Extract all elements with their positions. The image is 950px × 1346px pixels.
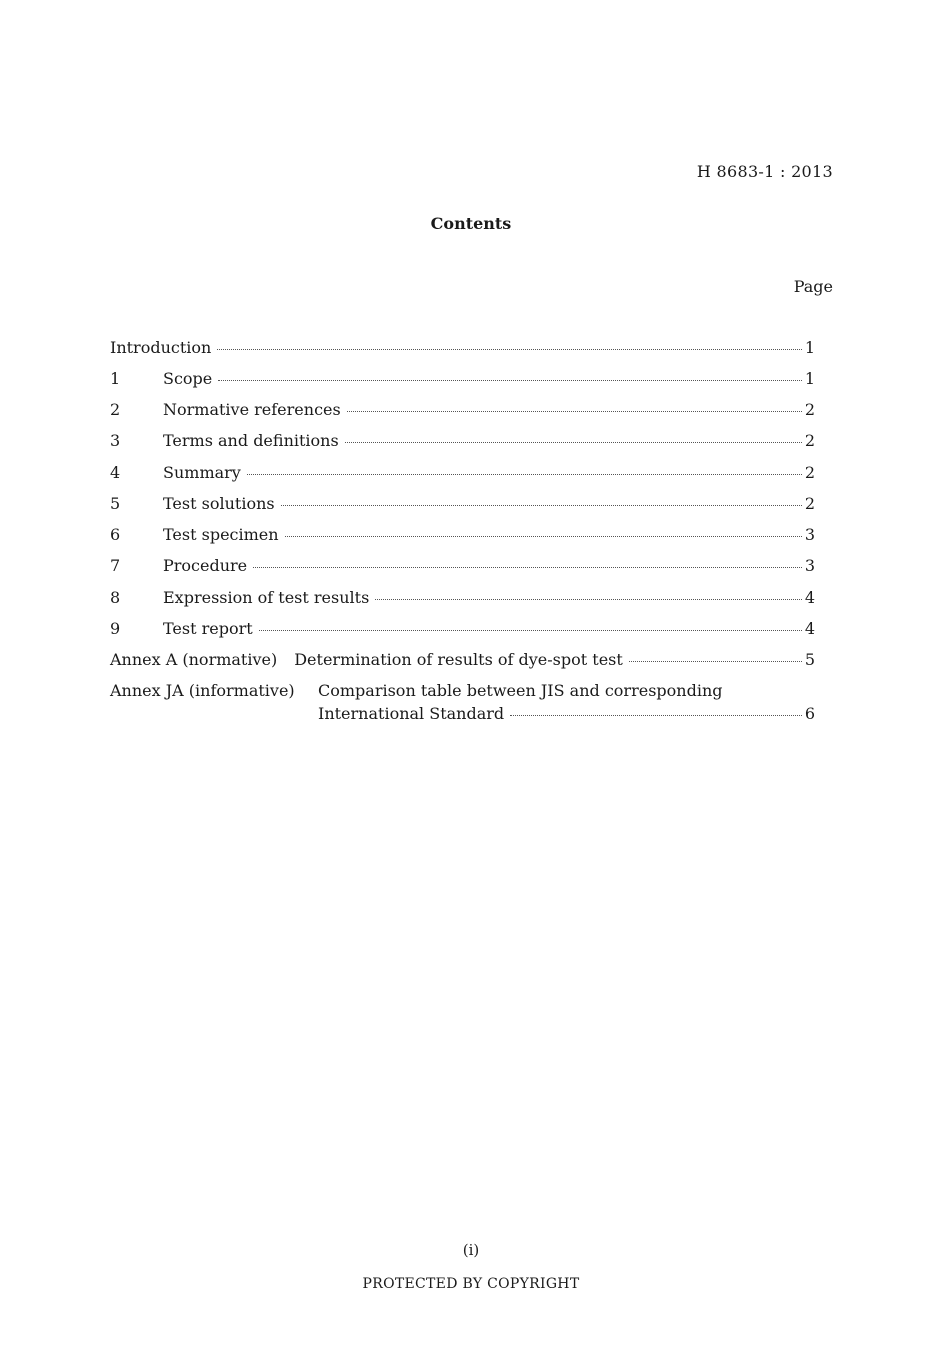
toc-entry-page: 2: [804, 400, 815, 419]
toc-entry-number: 5: [110, 494, 121, 513]
toc-entry-clause[interactable]: [110, 496, 815, 516]
page-title: Contents: [430, 214, 512, 233]
toc-entry-page: 1: [804, 338, 815, 357]
toc-entry-label: Test report: [163, 619, 253, 638]
toc-entry-clause[interactable]: [110, 465, 815, 485]
dot-leader: [281, 504, 802, 506]
toc-entry-page: 3: [804, 525, 815, 544]
toc-entry-number: 2: [110, 400, 121, 419]
dot-leader: [510, 714, 802, 716]
annex-designation: Annex JA (informative): [110, 681, 295, 700]
toc-entry-page: 2: [804, 494, 815, 513]
toc-entry-page: 2: [804, 463, 815, 482]
toc-entry-label: Procedure: [163, 556, 248, 575]
toc-entry-label: Scope: [163, 369, 213, 388]
toc-entry-clause[interactable]: [110, 402, 815, 422]
toc-entry-page: 4: [804, 619, 815, 638]
toc-entry-page: 6: [804, 704, 815, 723]
toc-entry-clause[interactable]: [110, 527, 815, 547]
dot-leader: [218, 379, 802, 381]
toc-entry-label: Expression of test results: [163, 588, 370, 607]
toc-entry-label: Introduction: [110, 338, 212, 357]
toc-entry-number: 4: [110, 463, 121, 482]
toc-entry-number: 3: [110, 431, 121, 450]
toc-entry-annex-a[interactable]: [110, 652, 815, 672]
page-number: (i): [462, 1241, 480, 1259]
toc-entry-number: 9: [110, 619, 121, 638]
toc-entry-clause[interactable]: [110, 371, 815, 391]
toc-entry-page: 1: [804, 369, 815, 388]
toc-entry-clause[interactable]: [110, 558, 815, 578]
toc-entry-label: Test specimen: [163, 525, 279, 544]
toc-entry-page: 2: [804, 431, 815, 450]
toc-entry-label: Test solutions: [163, 494, 275, 513]
toc-entry-annex-ja[interactable]: [110, 683, 815, 703]
toc-entry-page: 5: [804, 650, 815, 669]
toc-entry-clause[interactable]: [110, 433, 815, 453]
copyright-notice: PROTECTED BY COPYRIGHT: [362, 1276, 580, 1292]
toc-entry-page: 3: [804, 556, 815, 575]
dot-leader: [629, 660, 802, 662]
toc-entry-clause[interactable]: [110, 590, 815, 610]
document-id: H 8683-1 : 2013: [696, 162, 833, 181]
toc-entry-label: International Standard: [318, 704, 505, 723]
toc-entry-number: 6: [110, 525, 121, 544]
toc-entry-label: Comparison table between JIS and corresponding: [318, 681, 723, 700]
annex-designation: Annex A (normative): [110, 650, 278, 669]
dot-leader: [347, 410, 802, 412]
dot-leader: [375, 598, 802, 600]
dot-leader: [217, 348, 801, 350]
toc-entry-number: 7: [110, 556, 121, 575]
dot-leader: [253, 566, 802, 568]
dot-leader: [247, 473, 802, 475]
toc-entry-clause[interactable]: [110, 621, 815, 641]
dot-leader: [345, 441, 802, 443]
toc-entry-label: Normative references: [163, 400, 341, 419]
toc-entry-page: 4: [804, 588, 815, 607]
toc-entry-label: Summary: [163, 463, 241, 482]
page-column-label: Page: [793, 277, 833, 296]
toc-entry-label: Terms and definitions: [163, 431, 339, 450]
toc-entry-introduction[interactable]: [110, 340, 815, 360]
toc-entry-number: 8: [110, 588, 121, 607]
dot-leader: [259, 629, 802, 631]
dot-leader: [285, 535, 802, 537]
toc-entry-number: 1: [110, 369, 121, 388]
toc-entry-annex-ja-continuation[interactable]: [110, 706, 815, 726]
toc-entry-label: Determination of results of dye-spot test: [294, 650, 623, 669]
